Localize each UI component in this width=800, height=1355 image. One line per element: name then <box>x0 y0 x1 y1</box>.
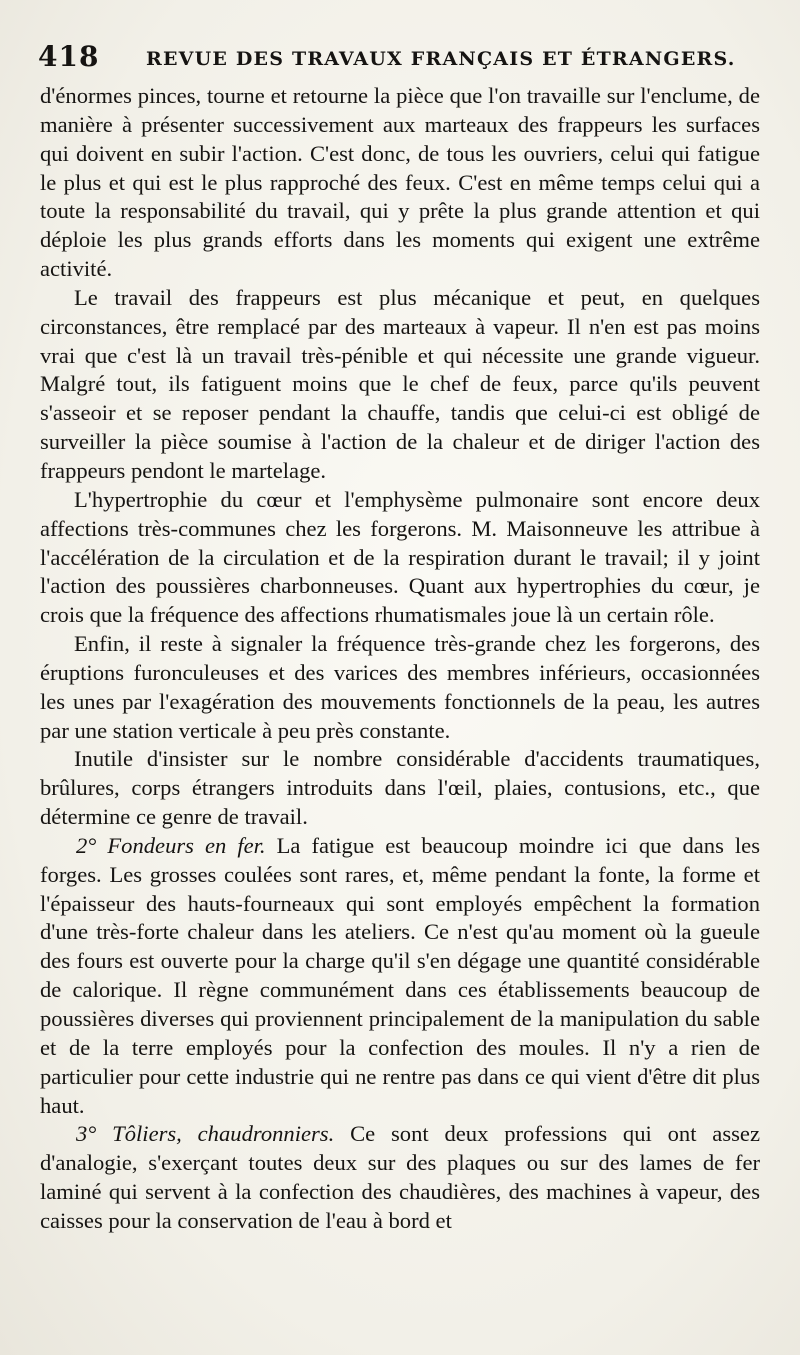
paragraph-fondeurs-text: La fatigue est beaucoup moindre ici que dans les forges. Les grosses coulées sont rares, et, même pendant la fonte, la forme et l'épaisseur des hauts-fourneaux qui sont employés empêchent la formation d'une très-forte chaleur dans les ateliers. Ce n'est qu'au moment où la gueule des fours est ouverte pour la charge qu'il s'en dégage une quantité considérable de calorique. Il règne communément dans ces établissements beaucoup de poussières diverses qui proviennent principalement de la manipulation du sable et de la terre employés pour la confection des moules. Il n'y a rien de particulier pour cette industrie qui ne rentre pas dans ce qui vient d'être dit plus haut. <box>40 832 761 1118</box>
paragraph-toliers <box>40 1120 760 1235</box>
paragraph-hypertrophie: L'hypertrophie du cœur et l'emphysème pulmonaire sont encore deux affections très-communes chez les forgerons. M. Maisonneuve les attribue à l'accélération de la circulation et de la respiration durant le travail; il y joint l'action des poussières charbonneuses. Quant aux hypertrophies du cœur, je crois que la fréquence des affections rhumatismales joue là un certain rôle. <box>40 486 760 628</box>
paragraph-accidents: Inutile d'insister sur le nombre considérable d'accidents traumatiques, brûlures, corps étrangers introduits dans l'œil, plaies, contusions, etc., que détermine ce genre de travail. <box>40 746 760 830</box>
paragraph-frappeurs: Le travail des frappeurs est plus mécanique et peut, en quelques circonstances, être remplacé par des marteaux à vapeur. Il n'en est pas moins vrai que c'est là un travail très-pénible et qui nécessite une grande vigueur. Malgré tout, ils fatiguent moins que le chef de feux, parce qu'ils peuvent s'asseoir et se reposer pendant la chauffe, tandis que celui-ci est obligé de surveiller la pièce soumise à l'action de la chaleur et de diriger l'action des frappeurs pendont le martelage. <box>40 284 760 483</box>
section-label-toliers: 3° Tôliers, chaudronniers. <box>76 1121 335 1147</box>
paragraph-eruptions: Enfin, il reste à signaler la fréquence très-grande chez les forgerons, des éruptions furonculeuses et des varices des membres inférieurs, occasionnées les unes par l'exagération des mouvements fonctionnels de la peau, les autres par une station verticale à peu près constante. <box>40 631 760 743</box>
page-number: 418 <box>38 40 100 73</box>
paragraph-toliers-text: Ce sont deux professions qui ont assez d'analogie, s'exerçant toutes deux sur des plaques ou sur des lames de fer laminé qui servent à la confection des chaudières, des machines à vapeur, des caisses pour la conservation de l'eau à bord et <box>40 1121 760 1233</box>
paragraph-fondeurs <box>40 832 760 1120</box>
section-label-fondeurs: 2° Fondeurs en fer. <box>76 832 266 858</box>
page-header <box>38 40 758 78</box>
paragraph-continuation: d'énormes pinces, tourne et retourne la pièce que l'on travaille sur l'enclume, de manière à présenter successivement aux marteaux des frappeurs les surfaces qui doivent en subir l'action. C'est donc, de tous les ouvriers, celui qui fatigue le plus et qui est le plus rapproché des feux. C'est en même temps celui qui a toute la responsabilité du travail, qui y prête la plus grande attention et qui déploie les plus grands efforts dans les moments qui exigent une extrême activité. <box>40 83 760 282</box>
body-text <box>40 82 760 1236</box>
running-head: REVUE DES TRAVAUX FRANÇAIS ET ÉTRANGERS. <box>146 48 736 70</box>
